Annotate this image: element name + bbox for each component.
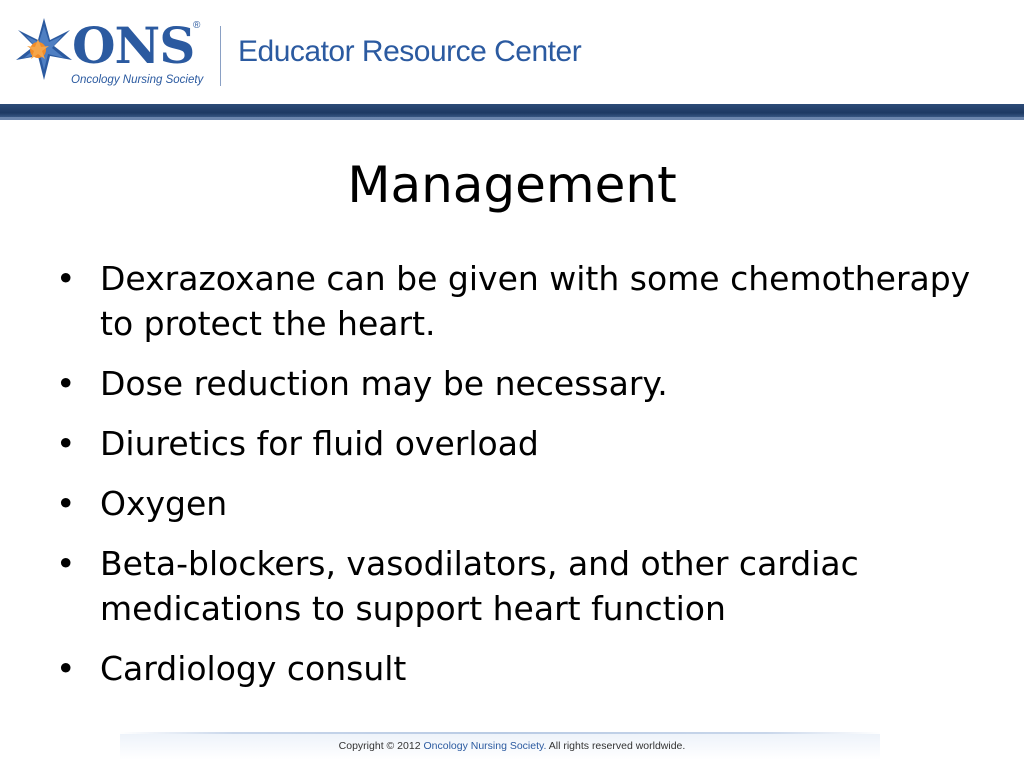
bullet-item <box>56 541 976 631</box>
copyright-org-link[interactable]: Oncology Nursing Society. <box>423 740 547 752</box>
bullet-text: Beta-blockers, vasodilators, and other cardiac medications to support heart function <box>100 544 859 628</box>
slide-title: Management <box>347 156 677 214</box>
bullet-item <box>56 361 976 406</box>
ons-logo <box>14 14 214 94</box>
logo-subtitle: Oncology Nursing Society <box>71 74 204 86</box>
bullet-text: Cardiology consult <box>100 649 407 688</box>
bullet-marker: • <box>56 544 76 583</box>
bullet-item <box>56 646 976 691</box>
bullet-marker: • <box>56 484 76 523</box>
bullet-marker: • <box>56 424 76 463</box>
header-band <box>0 104 1024 120</box>
bullet-text: Dose reduction may be necessary. <box>100 364 668 403</box>
logo-wordmark: ONS <box>72 16 195 75</box>
bullet-marker: • <box>56 259 76 298</box>
bullet-item <box>56 256 976 346</box>
bullet-text: Diuretics for fluid overload <box>100 424 539 463</box>
bullet-item <box>56 481 976 526</box>
bullet-marker: • <box>56 364 76 403</box>
header-divider <box>220 26 221 86</box>
bullet-text: Dexrazoxane can be given with some chemotherapy to protect the heart. <box>100 259 971 343</box>
copyright-footer <box>0 740 1024 752</box>
bullet-marker: • <box>56 649 76 688</box>
bullet-item <box>56 421 976 466</box>
bullet-text: Oxygen <box>100 484 228 523</box>
ons-starburst-icon <box>14 14 74 90</box>
footer-divider <box>120 732 880 734</box>
header-title: Educator Resource Center <box>238 35 582 68</box>
registered-mark: ® <box>193 20 201 31</box>
slide-header <box>0 0 1024 104</box>
bullet-list <box>56 256 976 706</box>
copyright-suffix: All rights reserved worldwide. <box>546 740 686 752</box>
copyright-prefix: Copyright © 2012 <box>338 740 424 752</box>
